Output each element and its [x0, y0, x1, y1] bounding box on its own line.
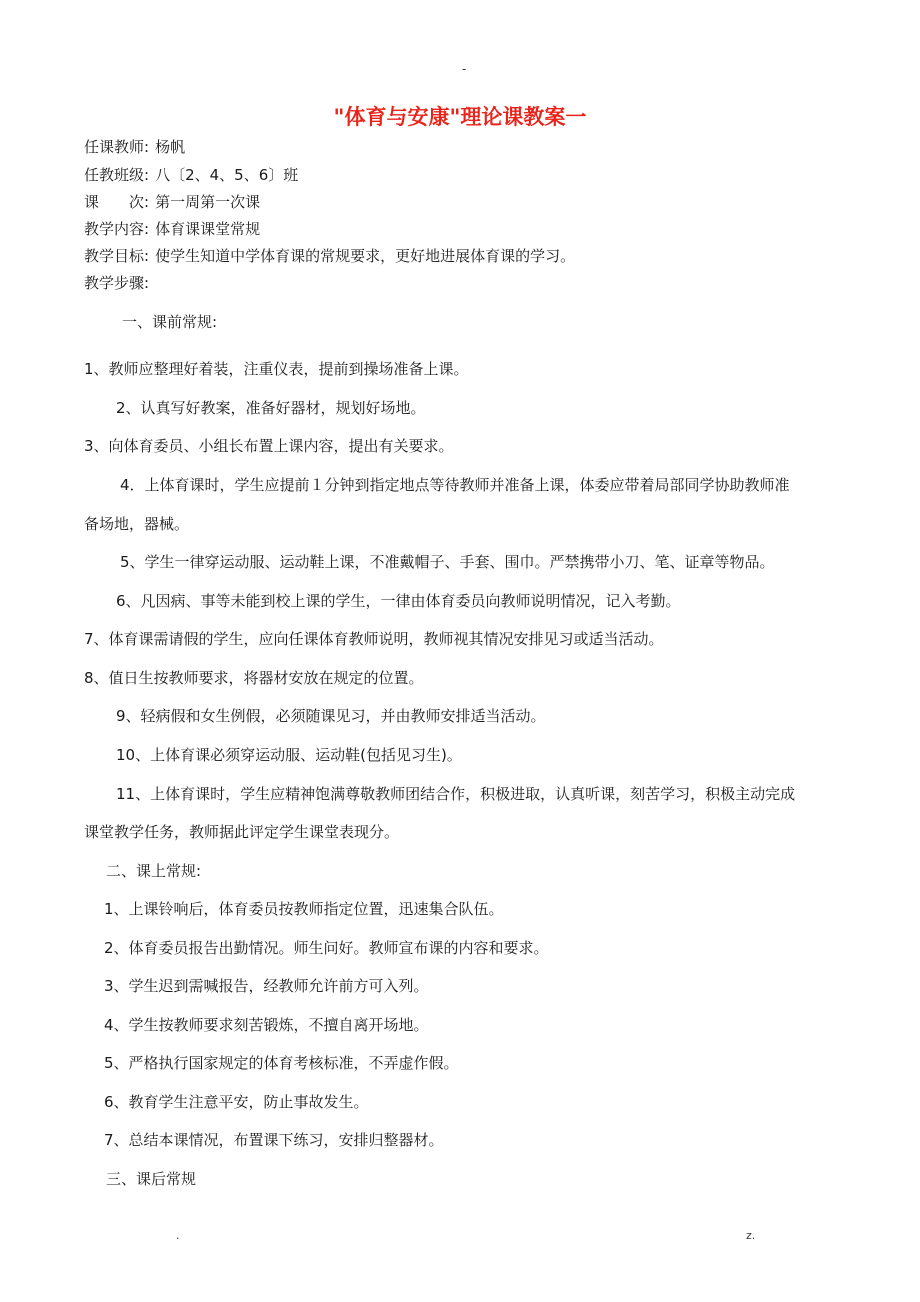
section1-item-11: 11、上体育课时，学生应精神饱满尊敬教师团结合作，积极进取，认真听课，刻苦学习，积极主动完成	[116, 785, 796, 803]
content-label: 教学内容:	[84, 220, 150, 238]
section1-item-7: 7、体育课需请假的学生，应向任课体育教师说明，教师视其情况安排见习或适当活动。	[84, 630, 664, 648]
section2-item-5: 5、严格执行国家规定的体育考核标准，不弄虚作假。	[104, 1054, 459, 1072]
class-value: 八〔2、4、5、6〕班	[155, 166, 299, 184]
section2-item-6: 6、教育学生注意平安，防止事故发生。	[104, 1093, 369, 1111]
meta-class	[84, 165, 298, 185]
teacher-value: 杨帆	[155, 138, 186, 156]
section3-heading: 三、课后常规	[106, 1170, 197, 1188]
section2-item-7: 7、总结本课情况，布置课下练习，安排归整器材。	[104, 1131, 444, 1149]
section2-item-2: 2、体育委员报告出勤情况。师生问好。教师宣布课的内容和要求。	[104, 939, 549, 957]
footer-left-mark: .	[176, 1229, 180, 1242]
document-title: "体育与安康"理论课教案一	[333, 105, 587, 129]
section2-item-1: 1、上课铃响后，体育委员按教师指定位置，迅速集合队伍。	[104, 900, 504, 918]
section1-item-1: 1、教师应整理好着装，注重仪表，提前到操场准备上课。	[84, 360, 469, 378]
section1-item-6: 6、凡因病、事等未能到校上课的学生，一律由体育委员向教师说明情况，记入考勤。	[116, 592, 681, 610]
section1-item-4-cont: 备场地，器械。	[84, 515, 190, 533]
steps-label: 教学步骤:	[84, 274, 150, 292]
meta-steps	[84, 273, 149, 293]
teacher-label: 任课教师:	[84, 138, 150, 156]
footer-right-mark: z.	[746, 1229, 756, 1242]
header-mark: -	[462, 62, 467, 76]
lesson-label: 课 次:	[84, 193, 150, 211]
section1-heading: 一、课前常规:	[122, 313, 218, 331]
goal-value: 使学生知道中学体育课的常规要求，更好地进展体育课的学习。	[155, 247, 576, 265]
meta-goal	[84, 246, 575, 266]
section1-item-5: 5、学生一律穿运动服、运动鞋上课，不准戴帽子、手套、围巾。严禁携带小刀、笔、证章等物品。	[120, 553, 775, 571]
meta-teacher	[84, 137, 185, 157]
content-value: 体育课课堂常规	[155, 220, 261, 238]
section1-item-2: 2、认真写好教案，准备好器材，规划好场地。	[116, 399, 426, 417]
meta-content	[84, 219, 260, 239]
section2-heading: 二、课上常规:	[106, 862, 202, 880]
section2-item-3: 3、学生迟到需喊报告，经教师允许前方可入列。	[104, 977, 429, 995]
section1-item-8: 8、值日生按教师要求，将器材安放在规定的位置。	[84, 669, 424, 687]
lesson-value: 第一周第一次课	[155, 193, 261, 211]
class-label: 任教班级:	[84, 166, 150, 184]
section1-item-10: 10、上体育课必须穿运动服、运动鞋(包括见习生)。	[116, 746, 462, 764]
meta-lesson	[84, 192, 260, 212]
section1-item-4: 4．上体育课时，学生应提前１分钟到指定地点等待教师并准备上课，体委应带着局部同学协助教师准	[120, 476, 790, 494]
goal-label: 教学目标:	[84, 247, 150, 265]
section1-item-11-cont: 课堂教学任务，教师据此评定学生课堂表现分。	[84, 823, 400, 841]
section1-item-3: 3、向体育委员、小组长布置上课内容，提出有关要求。	[84, 437, 454, 455]
section2-item-4: 4、学生按教师要求刻苦锻炼，不擅自离开场地。	[104, 1016, 429, 1034]
section1-item-9: 9、轻病假和女生例假，必须随课见习，并由教师安排适当活动。	[116, 707, 546, 725]
